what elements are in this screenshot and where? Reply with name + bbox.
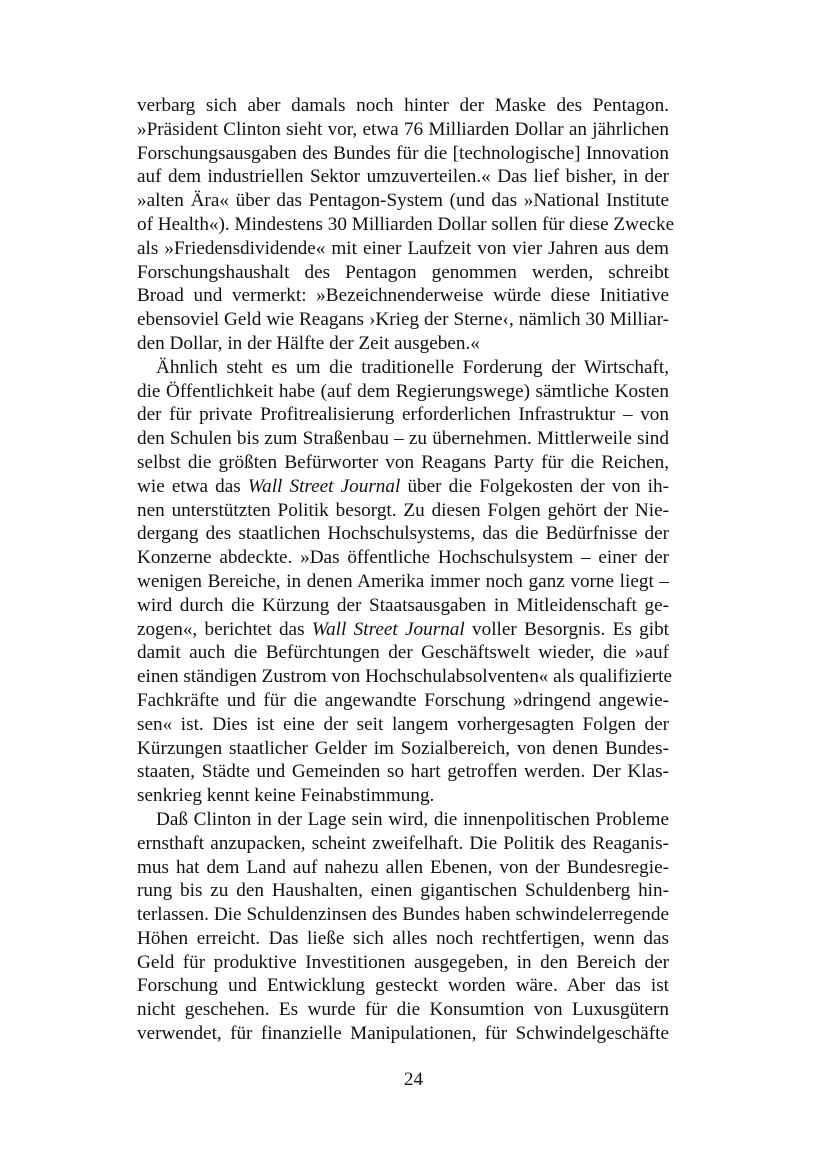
- text-line: nen unterstützten Politik besorgt. Zu diesen Folgen gehört der Nie-: [137, 499, 669, 521]
- text-line: Forschung und Entwicklung gesteckt worden wäre. Aber das ist: [137, 975, 669, 997]
- text-line: [137, 618, 669, 642]
- text-line: als »Friedensdividende« mit einer Laufzeit von vier Jahren aus dem: [137, 237, 669, 259]
- text-line: Konzerne abdeckte. »Das öffentliche Hochschulsystem – einer der: [137, 547, 669, 569]
- text-line: den Schulen bis zum Straßenbau – zu übernehmen. Mittlerweile sind: [137, 428, 669, 450]
- text-line: verwendet, für finanzielle Manipulationen, für Schwindelgeschäfte: [137, 1023, 669, 1045]
- text-line: Geld für produktive Investitionen ausgegeben, in den Bereich der: [137, 951, 669, 973]
- italic-title: Wall Street Journal: [311, 618, 465, 640]
- text-line: wird durch die Kürzung der Staatsausgaben in Mitleidenschaft ge-: [137, 594, 669, 616]
- text-line: Höhen erreicht. Das ließe sich alles noch rechtfertigen, wenn das: [137, 927, 669, 949]
- text-segment: über die Folgekosten der von ih-: [400, 475, 669, 497]
- text-line: terlassen. Die Schuldenzinsen des Bundes haben schwindelerregende: [137, 904, 669, 926]
- text-segment: wie etwa das: [137, 475, 248, 497]
- text-line: Ähnlich steht es um die traditionelle Forderung der Wirtschaft,: [156, 356, 669, 378]
- text-line: Forschungshaushalt des Pentagon genommen werden, schreibt: [137, 261, 669, 283]
- text-line: Forschungsausgaben des Bundes für die [technologische] Innovation: [137, 142, 669, 164]
- text-line: damit auch die Befürchtungen der Geschäftswelt wieder, die »auf: [137, 642, 669, 664]
- text-segment: voller Besorgnis. Es gibt: [464, 618, 669, 640]
- text-line: of Health«). Mindestens 30 Milliarden Dollar sollen für diese Zwecke: [137, 213, 675, 235]
- text-line: [137, 475, 669, 499]
- text-line: rung bis zu den Haushalten, einen gigantischen Schuldenberg hin-: [137, 880, 669, 902]
- text-line: Broad und vermerkt: »Bezeichnenderweise würde diese Initiative: [137, 285, 669, 307]
- body-text: [137, 94, 675, 1046]
- text-line: einen ständigen Zustrom von Hochschulabsolventen« als qualifizierte: [137, 666, 672, 688]
- text-line: Kürzungen staatlicher Gelder im Sozialbereich, von denen Bundes-: [137, 737, 669, 759]
- text-line: nicht geschehen. Es wurde für die Konsumtion von Luxusgütern: [137, 999, 669, 1021]
- text-segment: zogen«, berichtet das: [137, 618, 312, 640]
- text-line: den Dollar, in der Hälfte der Zeit ausgeben.«: [137, 332, 480, 354]
- text-line: ebensoviel Geld wie Reagans ›Krieg der Sterne‹, nämlich 30 Milliar-: [137, 309, 669, 331]
- text-line: auf dem industriellen Sektor umzuverteilen.« Das lief bisher, in der: [137, 166, 669, 188]
- text-line: verbarg sich aber damals noch hinter der Maske des Pentagon.: [137, 95, 669, 116]
- text-line: die Öffentlichkeit habe (auf dem Regierungswege) sämtliche Kosten: [137, 380, 669, 402]
- text-line: Daß Clinton in der Lage sein wird, die innenpolitischen Probleme: [156, 808, 669, 830]
- text-line: wenigen Bereiche, in denen Amerika immer noch ganz vorne liegt –: [137, 570, 669, 592]
- text-line: der für private Profitrealisierung erforderlichen Infrastruktur – von: [137, 404, 669, 426]
- text-line: »alten Ära« über das Pentagon-System (und das »National Institute: [137, 190, 669, 212]
- text-line: ernsthaft anzupacken, scheint zweifelhaft. Die Politik des Reaganis-: [137, 832, 669, 854]
- text-line: »Präsident Clinton sieht vor, etwa 76 Milliarden Dollar an jährlichen: [137, 118, 669, 140]
- text-line: Fachkräfte und für die angewandte Forschung »dringend angewie-: [137, 689, 669, 711]
- page-number: 24: [403, 1069, 424, 1090]
- text-line: staaten, Städte und Gemeinden so hart getroffen werden. Der Klas-: [137, 761, 669, 783]
- italic-title: Wall Street Journal: [247, 475, 401, 497]
- text-line: mus hat dem Land auf nahezu allen Ebenen, von der Bundesregie-: [137, 856, 669, 878]
- text-line: selbst die größten Befürworter von Reagans Party für die Reichen,: [137, 451, 669, 473]
- text-line: dergang des staatlichen Hochschulsystems, das die Bedürfnisse der: [137, 523, 669, 545]
- text-line: sen« ist. Dies ist eine der seit langem vorhergesagten Folgen der: [137, 713, 669, 735]
- text-line: senkrieg kennt keine Feinabstimmung.: [137, 785, 435, 807]
